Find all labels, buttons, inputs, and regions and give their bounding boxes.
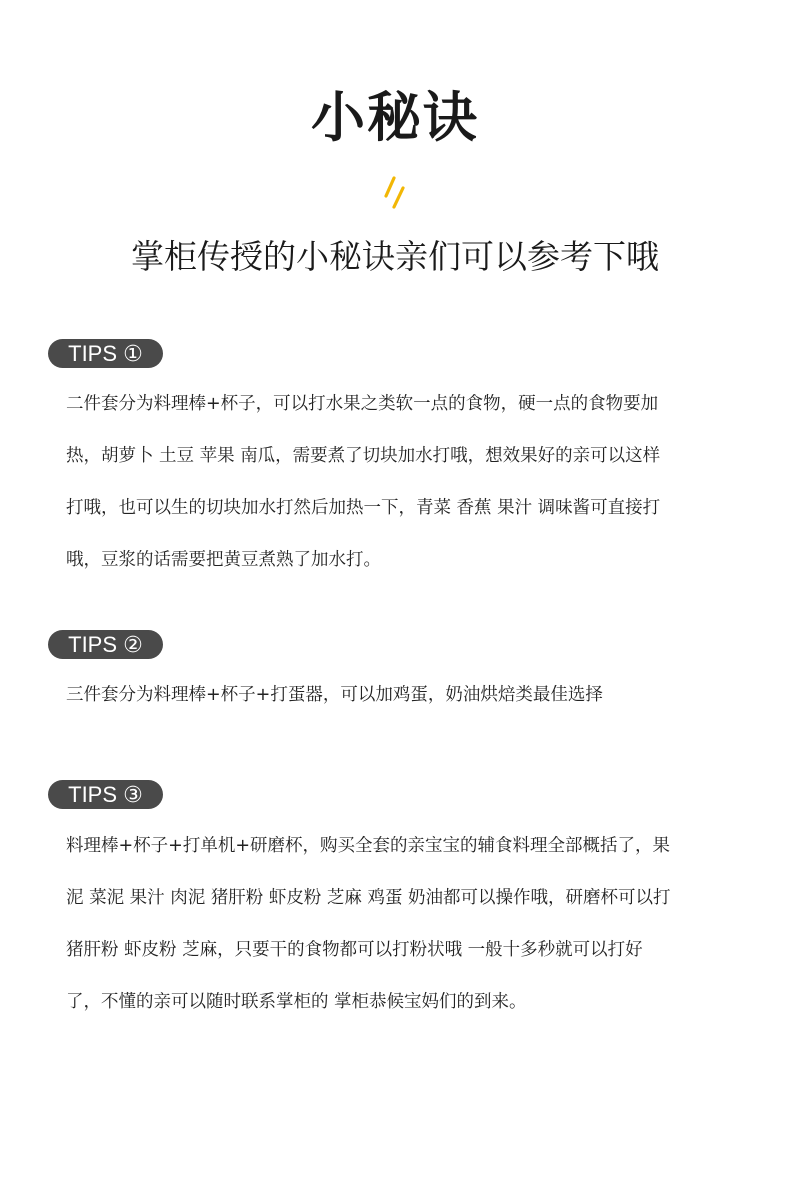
tip-badge-1: TIPS ①	[48, 339, 163, 368]
tip-line: 泥 菜泥 果汁 肉泥 猪肝粉 虾皮粉 芝麻 鸡蛋 奶油都可以操作哦，研磨杯可以打	[66, 888, 671, 908]
tip-line: 猪肝粉 虾皮粉 芝麻，只要干的食物都可以打粉状哦 一般十多秒就可以打好	[66, 940, 643, 960]
tip-badge-3: TIPS ③	[48, 780, 163, 809]
page-title: 小秘诀	[311, 86, 479, 149]
slash-accent-icon	[380, 176, 410, 210]
tip-text-3	[66, 832, 738, 1040]
page-subtitle: 掌柜传授的小秘诀亲们可以参考下哦	[131, 237, 659, 276]
tip-line: 哦，豆浆的话需要把黄豆煮熟了加水打。	[66, 550, 381, 570]
tip-line: 三件套分为料理棒+杯子+打蛋器，可以加鸡蛋，奶油烘焙类最佳选择	[66, 685, 603, 705]
tip-line: 二件套分为料理棒+杯子，可以打水果之类软一点的食物，硬一点的食物要加	[66, 394, 659, 414]
tip-line: 料理棒+杯子+打单机+研磨杯，购买全套的亲宝宝的辅食料理全部概括了，果	[66, 836, 670, 856]
tip-badge-2: TIPS ②	[48, 630, 163, 659]
tip-line: 了，不懂的亲可以随时联系掌柜的 掌柜恭候宝妈们的到来。	[66, 992, 527, 1012]
tip-text-1	[66, 390, 738, 598]
tip-line: 热，胡萝卜 土豆 苹果 南瓜，需要煮了切块加水打哦，想效果好的亲可以这样	[66, 446, 661, 466]
tip-text-2	[66, 681, 738, 733]
tip-line: 打哦，也可以生的切块加水打然后加热一下，青菜 香蕉 果汁 调味酱可直接打	[66, 498, 661, 518]
